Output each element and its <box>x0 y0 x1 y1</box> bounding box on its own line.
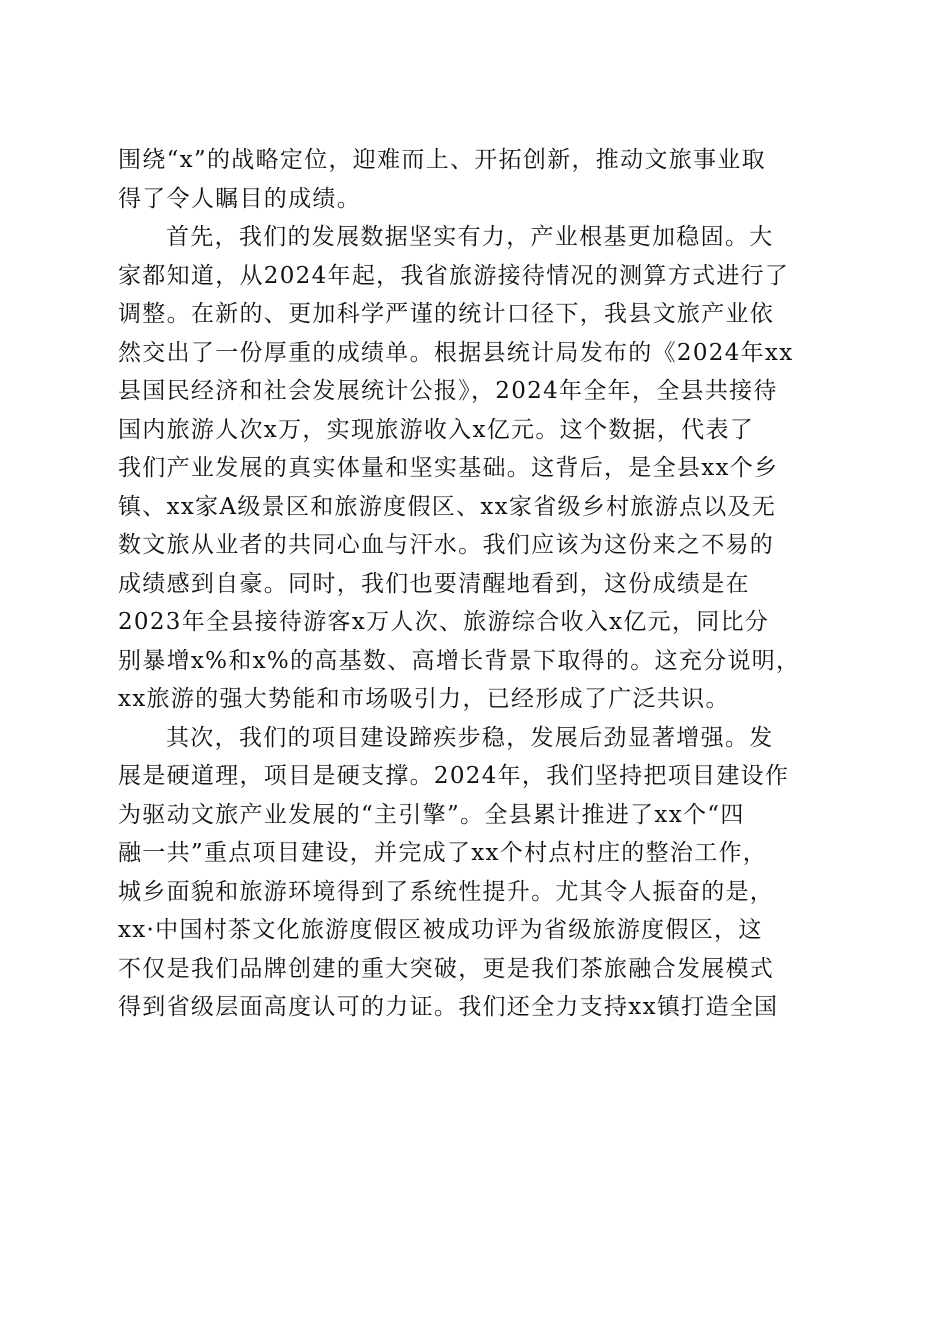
text-line: xx旅游的强大势能和市场吸引力，已经形成了广泛共识。 <box>118 686 730 712</box>
text-line: 然交出了一份厚重的成绩单。根据县统计局发布的《2024年xx <box>118 339 794 366</box>
text-line: 得到省级层面高度认可的力证。我们还全力支持xx镇打造全国 <box>118 994 779 1020</box>
paragraph-project-construction <box>118 719 830 1027</box>
text-line: 得了令人瞩目的成绩。 <box>118 185 361 212</box>
text-line: 成绩感到自豪。同时，我们也要清醒地看到，这份成绩是在 <box>118 570 750 597</box>
paragraph-development-data <box>118 218 830 719</box>
text-line: 其次，我们的项目建设蹄疾步稳，发展后劲显著增强。发 <box>166 724 774 751</box>
body-text <box>118 141 830 1027</box>
paragraph-intro <box>118 141 830 218</box>
text-line: 数文旅从业者的共同心血与汗水。我们应该为这份来之不易的 <box>118 532 775 558</box>
text-line: 为驱动文旅产业发展的“主引擎”。全县累计推进了xx个“四 <box>118 801 745 828</box>
text-line: 城乡面貌和旅游环境得到了系统性提升。尤其令人振奋的是， <box>118 878 775 905</box>
text-line: 国内旅游人次x万，实现旅游收入x亿元。这个数据，代表了 <box>118 416 755 443</box>
text-line: 别暴增x%和x%的高基数、高增长背景下取得的。这充分说明， <box>118 647 801 674</box>
text-line: 融一共”重点项目建设，并完成了xx个村点村庄的整治工作， <box>118 840 768 866</box>
text-line: 不仅是我们品牌创建的重大突破，更是我们茶旅融合发展模式 <box>118 955 775 982</box>
text-line: 县国民经济和社会发展统计公报》，2024年全年，全县共接待 <box>118 378 778 404</box>
text-line: 2023年全县接待游客x万人次、旅游综合收入x亿元，同比分 <box>118 609 770 635</box>
text-line: 镇、xx家A级景区和旅游度假区、xx家省级乡村旅游点以及无 <box>118 493 777 520</box>
text-line: 展是硬道理，项目是硬支撑。2024年，我们坚持把项目建设作 <box>118 763 790 789</box>
text-line: xx·中国村茶文化旅游度假区被成功评为省级旅游度假区，这 <box>118 917 763 943</box>
text-line: 围绕“x”的战略定位，迎难而上、开拓创新，推动文旅事业取 <box>118 147 766 173</box>
text-line: 家都知道，从2024年起，我省旅游接待情况的测算方式进行了 <box>118 262 790 289</box>
text-line: 首先，我们的发展数据坚实有力，产业根基更加稳固。大 <box>166 224 774 250</box>
text-line: 我们产业发展的真实体量和坚实基础。这背后，是全县xx个乡 <box>118 455 779 481</box>
text-line: 调整。在新的、更加科学严谨的统计口径下，我县文旅产业依 <box>118 301 775 327</box>
